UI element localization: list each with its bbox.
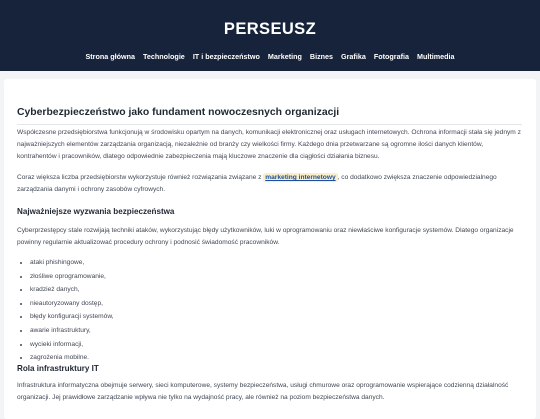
marketing-paragraph-text-before: Coraz większa liczba przedsiębiorstw wykorzystuje również rozwiązania związane z [17, 174, 264, 181]
nav-biznes[interactable]: Biznes [309, 52, 334, 61]
main-nav [0, 52, 540, 61]
infrastructure-heading: Rola infrastruktury IT [17, 364, 99, 373]
marketing-internetowy-link[interactable]: marketing internetowy [265, 174, 336, 181]
nav-it-bezpieczenstwo[interactable]: IT i bezpieczeństwo [192, 52, 260, 61]
threats-heading: Najważniejsze wyzwania bezpieczeństwa [17, 207, 175, 216]
article-title: Cyberbezpieczeństwo jako fundament nowoczesnych organizacji [17, 107, 340, 118]
nav-fotografia[interactable]: Fotografia [373, 52, 409, 61]
list-item: • ataki phishingowe, [30, 256, 114, 270]
nav-strona-glowna[interactable]: Strona główna [85, 52, 136, 61]
site-header [0, 0, 540, 71]
nav-grafika[interactable]: Grafika [341, 52, 366, 61]
list-item: • błędy konfiguracji systemów, [30, 310, 114, 324]
nav-marketing[interactable]: Marketing [267, 52, 302, 61]
article-card [4, 79, 536, 419]
list-item: • nieautoryzowany dostęp, [30, 297, 114, 311]
list-item: • awarie infrastruktury, [30, 324, 114, 338]
list-item: • zagrożenia mobilne. [30, 351, 114, 365]
nav-technologie[interactable]: Technologie [143, 52, 185, 61]
threats-list [17, 256, 114, 365]
list-item: • kradzież danych, [30, 283, 114, 297]
nav-multimedia[interactable]: Multimedia [416, 52, 455, 61]
intro-paragraph: Współczesne przedsiębiorstwa funkcjonują w środowisku opartym na danych, komunikacji elektronicznej oraz usługach internetowych. Ochrona informacji stała się jednym z najważniejszych elementów zarządzania organizacją, niezależnie od branży czy wielkości firmy. Każdego dnia przetwarzane są ogromne ilości danych klientów, kontrahentów i pracowników, dlatego odpowiednie zabezpieczenia mają kluczowe znaczenie dla ciągłości działania biznesu. [17, 129, 521, 160]
marketing-paragraph [17, 172, 522, 196]
list-item: • złośliwe oprogramowanie, [30, 270, 114, 284]
threats-paragraph: Cyberprzestępcy stale rozwijają techniki ataków, wykorzystując błędy użytkowników, luki w oprogramowaniu oraz niewłaściwe konfiguracje systemów. Dlatego organizacje powinny regularnie aktualizować procedury ochrony i podnosić świadomość pracowników. [17, 227, 514, 246]
marketing-paragraph-text-after: , co dodatkowo zwiększa znaczenie odpowiedzialnego zarządzania danymi i ochrony zasobów cyfrowych. [17, 174, 497, 193]
site-logo[interactable]: PERSEUSZ [223, 20, 317, 38]
title-divider [17, 124, 522, 125]
infrastructure-paragraph: Infrastruktura informatyczna obejmuje serwery, sieci komputerowe, systemy bezpieczeństwa, usługi chmurowe oraz oprogramowanie wspierające codzienną działalność organizacji. Jej prawidłowe zarządzanie wpływa nie tylko na wydajność pracy, ale również na poziom bezpieczeństwa danych. [17, 382, 509, 401]
list-item: • wycieki informacji, [30, 338, 114, 352]
